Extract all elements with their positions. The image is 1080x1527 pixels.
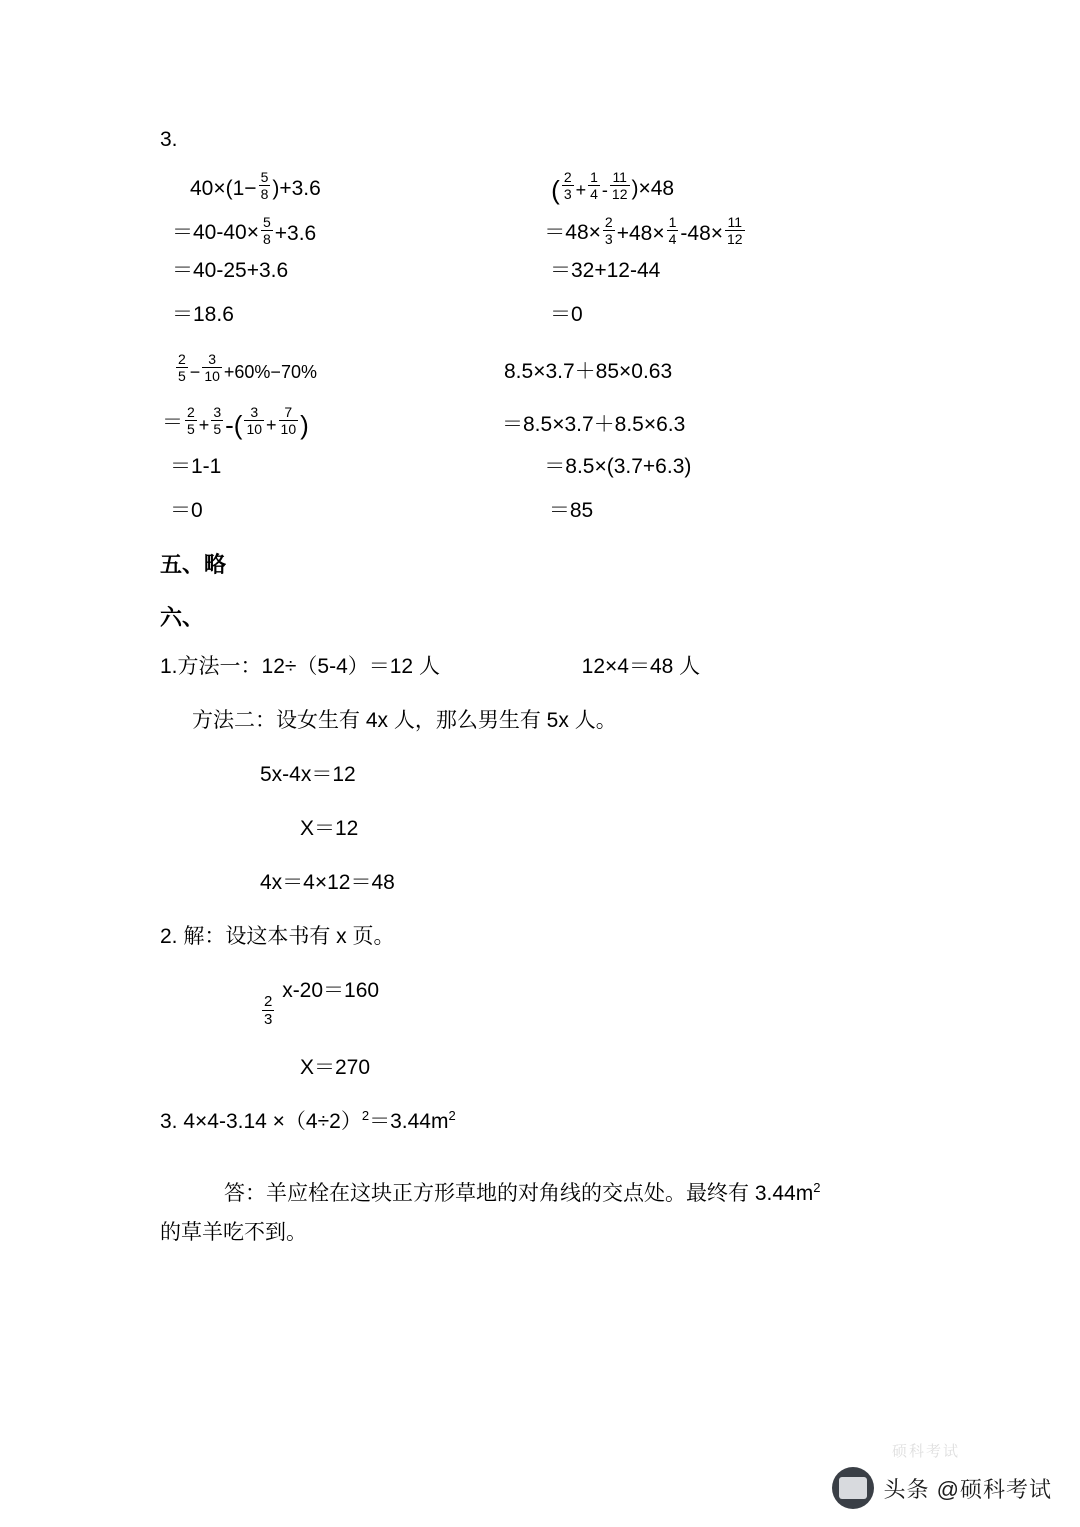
step2-3-right: ＝85 (548, 499, 594, 522)
step2-row-3 (160, 500, 950, 522)
q1-line4: X＝12 (300, 817, 359, 840)
expr-2-left (174, 352, 504, 383)
answer-line2: 的草羊吃不到。 (160, 1221, 307, 1245)
q1-method1-left: 1.方法一：12÷（5-4）＝12 人 (160, 655, 440, 678)
q2-line3: X＝270 (300, 1056, 371, 1080)
step-row-1 (160, 215, 950, 246)
fraction-2-3: $\frac{2}{3}$ (264, 993, 273, 1029)
fraction-5-8: $\frac{5}{8}$ (260, 169, 269, 202)
step-1-left-post: +3.6 (274, 222, 317, 245)
q2-line2-rest: x-20＝160 (282, 979, 380, 1002)
step-2-left: ＝40-25+3.6 (172, 259, 289, 282)
q1-line5: 4x＝4×12＝48 (260, 871, 395, 894)
step2-row-1 (160, 404, 950, 440)
fraction-2-5: $\frac{2}{5}$ (187, 404, 195, 437)
q1-method1-right: 12×4＝48 人 (581, 655, 701, 678)
step-3-left: ＝18.6 (172, 303, 234, 326)
step2-1-left (162, 404, 492, 440)
expr-1-left-suffix: )+3.6 (272, 177, 321, 200)
q3-line1 (160, 1105, 950, 1135)
brand-label: 头条 @硕科考试 (883, 1476, 1052, 1502)
q3-expr-post: ＝3.44m (369, 1110, 449, 1134)
fraction-2-3: $\frac{2}{3}$ (563, 169, 572, 202)
step-1-right-mid1: +48× (616, 222, 665, 245)
problem-row-2 (160, 352, 950, 383)
watermark-text: 硕科考试 (891, 1443, 960, 1460)
fraction-5-8: $\frac{5}{8}$ (262, 214, 271, 247)
op-plus: + (575, 180, 587, 200)
q1-line2: 方法二：设女生有 4x 人，那么男生有 5x 人。 (192, 709, 617, 732)
answer-line1 (160, 1175, 950, 1214)
step-1-right (544, 215, 950, 246)
fraction-1-4: $\frac{1}{4}$ (590, 169, 598, 202)
expr-2-right: 8.5×3.7＋85×0.63 (504, 360, 673, 383)
fraction-2-5: $\frac{2}{5}$ (178, 351, 186, 384)
q1-line3: 5x-4x＝12 (260, 763, 356, 786)
step-1-right-mid2: -48× (680, 222, 724, 245)
answer-unit-exponent: 2 (813, 1180, 821, 1196)
step-row-3 (160, 304, 950, 326)
fraction-1-4: $\frac{1}{4}$ (668, 214, 677, 247)
expr-1-left (190, 170, 489, 201)
q1-line1 (160, 650, 950, 680)
fraction-3-10: $\frac{3}{10}$ (204, 351, 220, 384)
paren-close-mult: )×48 (631, 177, 675, 200)
step2-1-left-pre: ＝ (162, 411, 183, 434)
paren-open-minus: -( (225, 410, 243, 440)
section-six-heading: 六、 (160, 605, 205, 630)
op-minus: − (189, 362, 201, 382)
step2-row-2 (160, 456, 950, 478)
step2-1-right: ＝8.5×3.7＋8.5×6.3 (502, 413, 686, 436)
answer-text-pre: 答：羊应栓在这块正方形草地的对角线的交点处。最终有 3.44m (224, 1182, 814, 1206)
expr-1-left-prefix: 40×(1− (190, 177, 257, 200)
item-3-label: 3. (160, 128, 178, 151)
fraction-7-10: $\frac{7}{10}$ (280, 404, 297, 437)
footer-brand (832, 1467, 1052, 1509)
expr-1-right (551, 169, 950, 205)
fraction-11-12: $\frac{11}{12}$ (727, 214, 743, 247)
fraction-3-10: $\frac{3}{10}$ (246, 404, 263, 437)
op-plus: + (266, 415, 277, 435)
step2-3-left: ＝0 (170, 499, 203, 522)
q2-line1: 2. 解：设这本书有 x 页。 (160, 925, 395, 948)
q2-line2 (160, 974, 950, 1027)
q3-exponent: 2 (361, 1108, 370, 1124)
q3-unit-exponent: 2 (448, 1108, 456, 1124)
answer-block (160, 1175, 950, 1253)
step-1-left (172, 215, 476, 246)
brand-logo-icon (832, 1467, 874, 1509)
problem-row-1 (160, 169, 950, 205)
document-content (160, 128, 950, 1253)
op-minus: - (601, 180, 608, 200)
step-3-right: ＝0 (550, 303, 583, 326)
expr-2-left-tail: +60%−70% (223, 362, 317, 382)
paren-close: ) (300, 410, 309, 440)
step-row-2 (160, 260, 950, 282)
paren-open: ( (551, 175, 560, 205)
q3-expr-pre: 3. 4×4-3.14 ×（4÷2） (160, 1110, 362, 1134)
fraction-11-12: $\frac{11}{12}$ (611, 169, 628, 202)
fraction-3-5: $\frac{3}{5}$ (213, 404, 222, 437)
step-1-left-pre: ＝40-40× (172, 221, 259, 244)
op-plus: + (198, 415, 210, 435)
step-1-right-pre: ＝48× (544, 221, 601, 244)
step2-2-left: ＝1-1 (170, 455, 222, 478)
step-2-right: ＝32+12-44 (550, 259, 661, 282)
section-five-heading: 五、略 (160, 552, 227, 577)
step2-2-right: ＝8.5×(3.7+6.3) (544, 455, 692, 478)
fraction-2-3: $\frac{2}{3}$ (604, 214, 613, 247)
